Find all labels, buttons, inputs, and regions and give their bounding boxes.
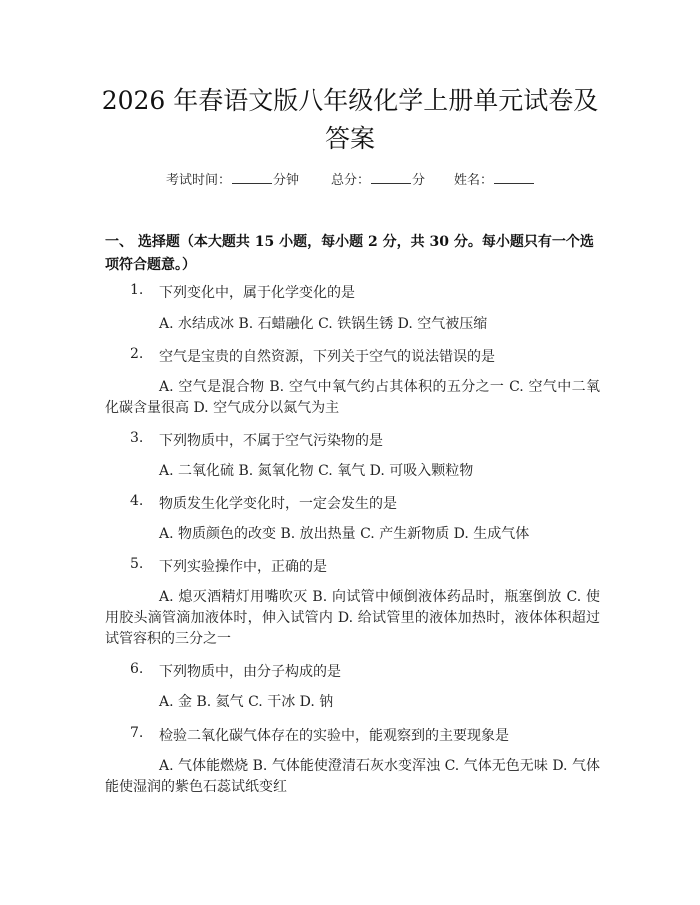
- question-5-options: A. 熄灭酒精灯用嘴吹灭 B. 向试管中倾倒液体药品时，瓶塞倒放 C. 使用胶头滴管滴加液体时，伸入试管内 D. 给试管里的液体加热时，液体体积超过试管容积的三分之一: [105, 589, 600, 647]
- section-1-heading: 一、 选择题（本大题共 15 小题，每小题 2 分，共 30 分。每小题只有一个选项符合题意。）: [105, 234, 594, 273]
- question-number: 5.: [130, 556, 144, 572]
- exam-name-label: 姓名：: [454, 173, 494, 188]
- exam-score-unit: 分: [412, 173, 426, 188]
- exam-name-blank: [494, 170, 534, 184]
- exam-score-label: 总分：: [331, 173, 371, 188]
- exam-time-unit: 分钟: [273, 173, 300, 188]
- exam-time-label: 考试时间：: [166, 173, 232, 188]
- question-stem: 下列物质中，由分子构成的是: [159, 664, 341, 680]
- question-stem: 下列物质中，不属于空气污染物的是: [159, 433, 383, 449]
- exam-time-blank: [232, 170, 272, 184]
- question-number: 1.: [130, 282, 144, 298]
- exam-info-line: [0, 169, 700, 189]
- question-stem: 下列实验操作中，正确的是: [159, 559, 327, 575]
- question-number: 7.: [130, 725, 144, 741]
- question-4-options: A. 物质颜色的改变 B. 放出热量 C. 产生新物质 D. 生成气体: [159, 526, 530, 542]
- question-3-options: A. 二氧化硫 B. 氮氧化物 C. 氧气 D. 可吸入颗粒物: [159, 463, 474, 479]
- question-stem: 检验二氧化碳气体存在的实验中，能观察到的主要现象是: [159, 728, 509, 744]
- question-1-options: A. 水结成冰 B. 石蜡融化 C. 铁锅生锈 D. 空气被压缩: [159, 316, 488, 332]
- question-2-options: A. 空气是混合物 B. 空气中氧气约占其体积的五分之一 C. 空气中二氧化碳含量很高 D. 空气成分以氮气为主: [105, 379, 600, 416]
- question-number: 6.: [130, 661, 144, 677]
- question-7-options: A. 气体能燃烧 B. 气体能使澄清石灰水变浑浊 C. 气体无色无味 D. 气体能使湿润的紫色石蕊试纸变红: [105, 758, 600, 795]
- exam-score-field: [331, 169, 425, 188]
- exam-time-field: [166, 169, 299, 188]
- exam-score-blank: [371, 170, 411, 184]
- question-6-options: A. 金 B. 氦气 C. 干冰 D. 钠: [159, 694, 334, 710]
- exam-title: 2026 年春语文版八年级化学上册单元试卷及答案: [101, 86, 599, 153]
- exam-name-field: [454, 169, 535, 188]
- question-stem: 空气是宝贵的自然资源，下列关于空气的说法错误的是: [159, 349, 495, 365]
- question-number: 4.: [130, 493, 144, 509]
- question-number: 2.: [130, 346, 144, 362]
- question-number: 3.: [130, 430, 144, 446]
- question-stem: 物质发生化学变化时，一定会发生的是: [159, 496, 397, 512]
- question-stem: 下列变化中，属于化学变化的是: [159, 285, 355, 301]
